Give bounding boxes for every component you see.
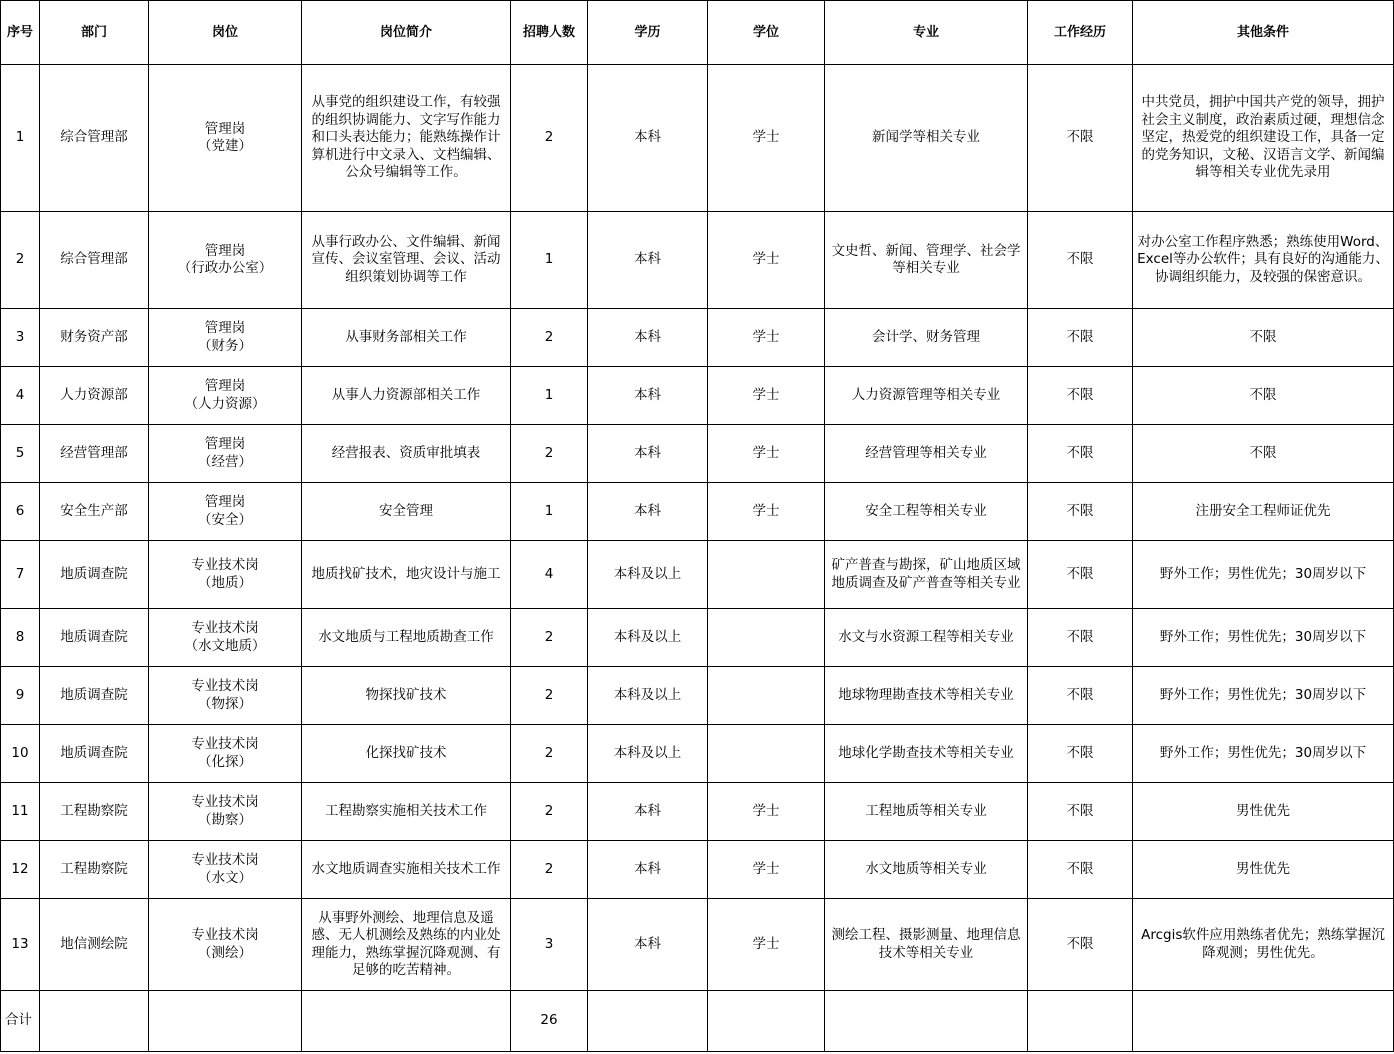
cell-major: 地球化学勘查技术等相关专业 [825,725,1028,783]
cell-degree: 学士 [708,309,825,367]
position-title: 管理岗 [204,378,246,394]
cell-description: 经营报表、资质审批填表 [302,425,511,483]
cell-no: 2 [1,212,40,309]
cell-count: 3 [511,899,588,991]
cell-degree: 学士 [708,425,825,483]
cell-count: 2 [511,667,588,725]
cell-dept: 经营管理部 [40,425,149,483]
cell-education: 本科 [588,425,708,483]
cell-education: 本科 [588,783,708,841]
cell-description: 水文地质与工程地质勘查工作 [302,609,511,667]
cell-position [149,212,302,309]
table-row [1,609,1394,667]
cell-count: 2 [511,425,588,483]
header-dept: 部门 [40,1,149,65]
position-title: 管理岗 [204,242,246,259]
position-subtitle: （经营） [198,453,252,470]
cell-no: 8 [1,609,40,667]
cell-description: 从事人力资源部相关工作 [302,367,511,425]
cell-major: 经营管理等相关专业 [825,425,1028,483]
position-subtitle: （安全） [198,511,252,528]
cell-other: 注册安全工程师证优先 [1133,483,1394,541]
cell-degree: 学士 [708,899,825,991]
cell-count: 1 [511,367,588,425]
cell-major: 会计学、财务管理 [825,309,1028,367]
cell-degree: 学士 [708,212,825,309]
cell-no: 9 [1,667,40,725]
cell-dept: 综合管理部 [40,212,149,309]
position-title: 管理岗 [204,436,246,452]
table-row [1,65,1394,212]
position-title: 管理岗 [204,494,246,510]
cell-dept: 人力资源部 [40,367,149,425]
cell-education: 本科 [588,483,708,541]
cell-description: 物探找矿技术 [302,667,511,725]
cell-other: 野外工作；男性优先；30周岁以下 [1133,725,1394,783]
header-major: 专业 [825,1,1028,65]
cell-degree: 学士 [708,367,825,425]
cell-experience: 不限 [1028,65,1133,212]
cell-dept: 地信测绘院 [40,899,149,991]
total-row [1,991,1394,1052]
cell-other: 野外工作；男性优先；30周岁以下 [1133,541,1394,609]
cell-education: 本科 [588,899,708,991]
table-row [1,783,1394,841]
cell-other: 不限 [1133,309,1394,367]
total-empty-cell [149,991,302,1052]
cell-experience: 不限 [1028,425,1133,483]
cell-position [149,667,302,725]
cell-position [149,541,302,609]
cell-dept: 工程勘察院 [40,841,149,899]
cell-no: 10 [1,725,40,783]
cell-major: 工程地质等相关专业 [825,783,1028,841]
position-title: 专业技术岗 [191,794,259,810]
position-subtitle: （物探） [198,695,252,712]
cell-position [149,841,302,899]
cell-experience: 不限 [1028,841,1133,899]
total-label: 合计 [1,991,40,1052]
cell-other: 不限 [1133,367,1394,425]
cell-description: 水文地质调查实施相关技术工作 [302,841,511,899]
total-count: 26 [511,991,588,1052]
table-row [1,483,1394,541]
cell-count: 2 [511,783,588,841]
cell-dept: 安全生产部 [40,483,149,541]
total-empty-cell [1028,991,1133,1052]
cell-experience: 不限 [1028,483,1133,541]
cell-education: 本科及以上 [588,667,708,725]
cell-description: 化探找矿技术 [302,725,511,783]
cell-experience: 不限 [1028,309,1133,367]
cell-education: 本科 [588,841,708,899]
cell-other: 对办公室工作程序熟悉；熟练使用Word、Excel等办公软件；具有良好的沟通能力、协调组织能力，及较强的保密意识。 [1133,212,1394,309]
cell-description: 工程勘察实施相关技术工作 [302,783,511,841]
cell-position [149,309,302,367]
cell-description: 从事党的组织建设工作，有较强的组织协调能力、文字写作能力和口头表达能力；能熟练操作计算机进行中文录入、文档编辑、公众号编辑等工作。 [302,65,511,212]
position-title: 专业技术岗 [191,852,259,868]
cell-position [149,425,302,483]
cell-major: 测绘工程、摄影测量、地理信息技术等相关专业 [825,899,1028,991]
cell-degree: 学士 [708,65,825,212]
cell-other: 男性优先 [1133,783,1394,841]
cell-education: 本科 [588,367,708,425]
position-title: 管理岗 [204,120,246,137]
cell-dept: 工程勘察院 [40,783,149,841]
cell-other: 野外工作；男性优先；30周岁以下 [1133,667,1394,725]
cell-position [149,367,302,425]
cell-degree: 学士 [708,841,825,899]
cell-education: 本科 [588,65,708,212]
cell-education: 本科 [588,309,708,367]
cell-position [149,899,302,991]
position-title: 管理岗 [204,320,246,336]
cell-degree [708,541,825,609]
cell-no: 6 [1,483,40,541]
cell-experience: 不限 [1028,212,1133,309]
cell-count: 1 [511,483,588,541]
position-subtitle: （行政办公室） [177,260,273,276]
cell-experience: 不限 [1028,667,1133,725]
cell-major: 新闻学等相关专业 [825,65,1028,212]
cell-count: 2 [511,309,588,367]
cell-no: 1 [1,65,40,212]
cell-count: 2 [511,65,588,212]
cell-description: 从事财务部相关工作 [302,309,511,367]
cell-major: 水文地质等相关专业 [825,841,1028,899]
position-title: 专业技术岗 [191,927,259,943]
cell-degree [708,609,825,667]
header-experience: 工作经历 [1028,1,1133,65]
cell-degree [708,667,825,725]
header-other: 其他条件 [1133,1,1394,65]
cell-count: 2 [511,725,588,783]
position-subtitle: （水文地质） [184,637,266,654]
cell-no: 13 [1,899,40,991]
cell-dept: 地质调查院 [40,541,149,609]
total-empty-cell [825,991,1028,1052]
cell-description: 安全管理 [302,483,511,541]
cell-no: 3 [1,309,40,367]
cell-experience: 不限 [1028,725,1133,783]
table-row [1,309,1394,367]
total-empty-cell [40,991,149,1052]
cell-other: 中共党员，拥护中国共产党的领导，拥护社会主义制度，政治素质过硬，理想信念坚定，热爱党的组织建设工作，具备一定的党务知识，文秘、汉语言文学、新闻编辑等相关专业优先录用 [1133,65,1394,212]
cell-count: 2 [511,609,588,667]
cell-position [149,783,302,841]
header-no: 序号 [1,1,40,65]
cell-dept: 财务资产部 [40,309,149,367]
cell-major: 安全工程等相关专业 [825,483,1028,541]
cell-position [149,609,302,667]
cell-dept: 地质调查院 [40,725,149,783]
cell-count: 4 [511,541,588,609]
position-subtitle: （地质） [198,574,252,591]
position-title: 专业技术岗 [191,557,259,573]
header-description: 岗位简介 [302,1,511,65]
cell-count: 2 [511,841,588,899]
cell-education: 本科 [588,212,708,309]
position-subtitle: （财务） [198,337,252,354]
cell-experience: 不限 [1028,367,1133,425]
cell-no: 5 [1,425,40,483]
cell-major: 矿产普查与勘探，矿山地质区域地质调查及矿产普查等相关专业 [825,541,1028,609]
cell-education: 本科及以上 [588,609,708,667]
cell-other: 不限 [1133,425,1394,483]
cell-degree: 学士 [708,483,825,541]
cell-major: 地球物理勘查技术等相关专业 [825,667,1028,725]
cell-position [149,65,302,212]
total-empty-cell [1133,991,1394,1052]
total-empty-cell [708,991,825,1052]
cell-position [149,725,302,783]
cell-education: 本科及以上 [588,541,708,609]
cell-degree [708,725,825,783]
cell-other: 野外工作；男性优先；30周岁以下 [1133,609,1394,667]
cell-dept: 地质调查院 [40,609,149,667]
header-degree: 学位 [708,1,825,65]
table-row [1,899,1394,991]
position-title: 专业技术岗 [191,678,259,694]
table-row [1,667,1394,725]
table-row [1,841,1394,899]
position-subtitle: （测绘） [198,944,252,961]
cell-position [149,483,302,541]
cell-major: 人力资源管理等相关专业 [825,367,1028,425]
cell-other: 男性优先 [1133,841,1394,899]
position-subtitle: （化探） [198,753,252,770]
position-subtitle: （勘察） [198,811,252,828]
cell-no: 7 [1,541,40,609]
table-row [1,212,1394,309]
cell-no: 12 [1,841,40,899]
table-row [1,725,1394,783]
position-subtitle: （人力资源） [184,395,266,412]
cell-count: 1 [511,212,588,309]
cell-description: 从事行政办公、文件编辑、新闻宣传、会议室管理、会议、活动组织策划协调等工作 [302,212,511,309]
total-empty-cell [588,991,708,1052]
cell-education: 本科及以上 [588,725,708,783]
table-row [1,367,1394,425]
cell-dept: 综合管理部 [40,65,149,212]
total-empty-cell [302,991,511,1052]
position-title: 专业技术岗 [191,620,259,636]
cell-other: Arcgis软件应用熟练者优先；熟练掌握沉降观测；男性优先。 [1133,899,1394,991]
cell-no: 11 [1,783,40,841]
position-title: 专业技术岗 [191,736,259,752]
cell-experience: 不限 [1028,899,1133,991]
cell-no: 4 [1,367,40,425]
cell-experience: 不限 [1028,541,1133,609]
table-row [1,425,1394,483]
cell-experience: 不限 [1028,609,1133,667]
cell-major: 水文与水资源工程等相关专业 [825,609,1028,667]
cell-major: 文史哲、新闻、管理学、社会学等相关专业 [825,212,1028,309]
header-row [1,1,1394,65]
cell-degree: 学士 [708,783,825,841]
cell-dept: 地质调查院 [40,667,149,725]
cell-experience: 不限 [1028,783,1133,841]
position-subtitle: （水文） [198,869,252,886]
cell-description: 地质找矿技术，地灾设计与施工 [302,541,511,609]
table-row [1,541,1394,609]
header-count: 招聘人数 [511,1,588,65]
header-position: 岗位 [149,1,302,65]
cell-description: 从事野外测绘、地理信息及遥感、无人机测绘及熟练的内业处理能力，熟练掌握沉降观测、有足够的吃苦精神。 [302,899,511,991]
position-subtitle: （党建） [198,138,252,154]
header-education: 学历 [588,1,708,65]
